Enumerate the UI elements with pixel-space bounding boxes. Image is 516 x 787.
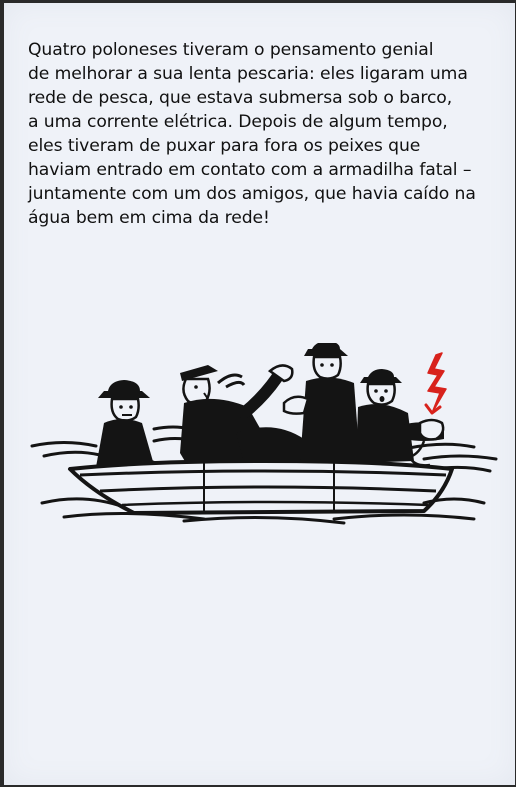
story-line: haviam entrado em contato com a armadilha fatal – xyxy=(28,160,472,180)
story-line: água bem em cima da rede! xyxy=(28,208,270,228)
book-page xyxy=(4,3,515,785)
fisherman-left xyxy=(96,380,160,473)
story-line: a uma corrente elétrica. Depois de algum tempo, xyxy=(28,112,448,132)
story-line: juntamente com um dos amigos, que havia caído na xyxy=(28,184,476,204)
story-line: de melhorar a sua lenta pescaria: eles ligaram uma xyxy=(28,64,468,84)
rowing-boat xyxy=(70,461,452,513)
electric-bolt-icon xyxy=(428,353,446,413)
fisherman-right xyxy=(356,369,444,465)
story-line: eles tiveram de puxar para fora os peixes que xyxy=(28,136,421,156)
story-line: Quatro poloneses tiveram o pensamento genial xyxy=(28,40,434,60)
story-paragraph xyxy=(28,38,508,230)
fishermen-boat-illustration xyxy=(4,343,516,543)
story-line: rede de pesca, que estava submersa sob o barco, xyxy=(28,88,453,108)
